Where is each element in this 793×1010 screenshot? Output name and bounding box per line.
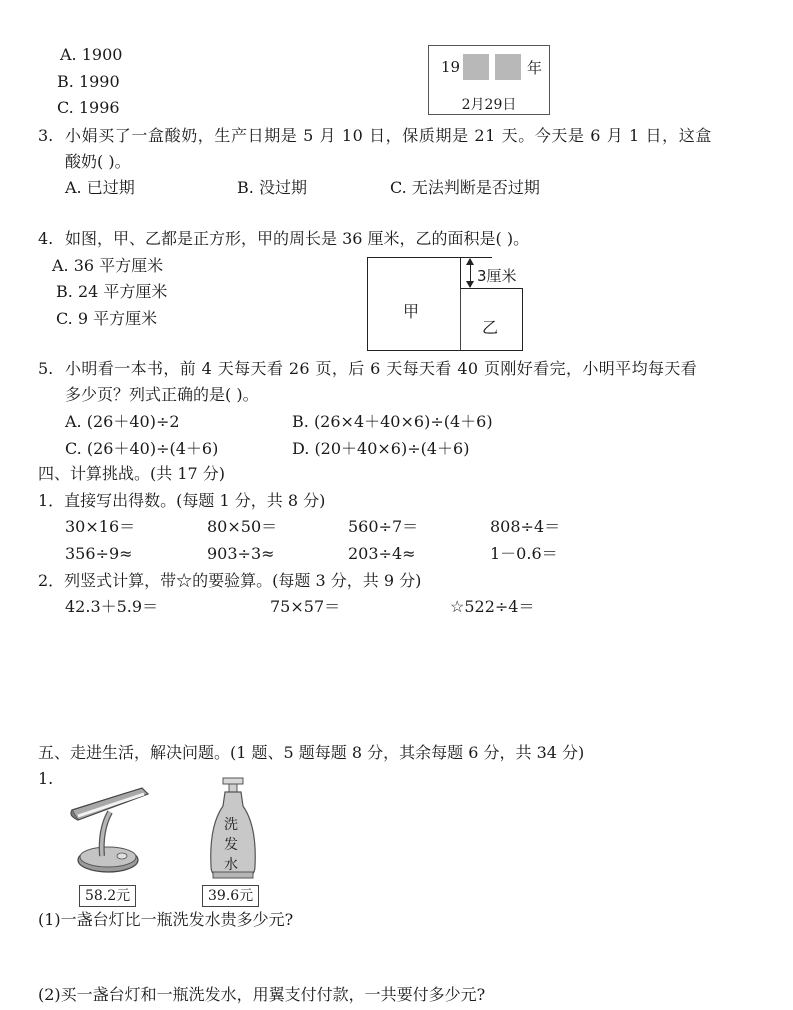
q5-option-d xyxy=(292,441,469,457)
dimension-reference-line xyxy=(460,257,492,258)
calc-item: 1－0.6＝ xyxy=(490,544,558,563)
calendar-date: 2月29日 xyxy=(461,97,517,113)
q3-text-line1: 小娟买了一盒酸奶，生产日期是 5 月 10 日，保质期是 21 天。今天是 6 月 1 日，这盒 xyxy=(65,126,712,145)
option-letter: B. xyxy=(237,178,254,197)
option-letter: B. xyxy=(57,72,74,91)
option-text: 24 平方厘米 xyxy=(77,282,168,301)
option-text: (26×4＋40×6)÷(4＋6) xyxy=(313,412,493,431)
option-text: (26＋40)÷2 xyxy=(86,412,180,431)
lamp-price-tag: 58.2元 xyxy=(79,885,136,907)
option-text: (20＋40×6)÷(4＋6) xyxy=(314,439,470,458)
calendar-blank-digit xyxy=(495,54,521,80)
q4-option-b xyxy=(56,284,167,300)
q3-number: 3. xyxy=(38,126,54,145)
vertical-calc-item: 42.3＋5.9＝ xyxy=(65,597,159,616)
arrow-head-down-icon xyxy=(466,281,474,288)
q4-option-c xyxy=(56,311,157,327)
q5-text-line1: 小明看一本书，前 4 天每天看 26 页，后 6 天每天看 40 页刚好看完，小明平均每天看 xyxy=(65,359,698,378)
q5-text-line2: 多少页？列式正确的是( )。 xyxy=(65,385,259,404)
q5-option-c xyxy=(65,441,218,457)
option-letter: C. xyxy=(56,309,73,328)
section5-q1-sub2: (2)买一盏台灯和一瓶洗发水，用翼支付付款，一共要付多少元? xyxy=(38,985,486,1004)
desk-lamp-icon xyxy=(62,780,162,880)
option-text: 已过期 xyxy=(86,178,135,197)
q5-number: 5. xyxy=(38,359,54,378)
calc-item: 560÷7＝ xyxy=(348,517,419,536)
square-jia-label: 甲 xyxy=(403,302,420,321)
bottle-label-char: 发 xyxy=(224,837,238,853)
section4-title: 四、计算挑战。(共 17 分) xyxy=(38,464,226,483)
bottle-label-char: 洗 xyxy=(224,817,238,833)
option-text: 1990 xyxy=(78,72,120,91)
calendar-year-suffix: 年 xyxy=(527,59,543,77)
bottle-label xyxy=(221,815,241,875)
option-text: 没过期 xyxy=(258,178,307,197)
shampoo-price-tag: 39.6元 xyxy=(202,885,259,907)
section5-title: 五、走进生活，解决问题。(1 题、5 题每题 8 分，其余每题 6 分，共 34 分) xyxy=(38,743,585,762)
calc-item: 203÷4≈ xyxy=(348,544,416,563)
calc-item: 808÷4＝ xyxy=(490,517,561,536)
dimension-label: 3厘米 xyxy=(477,267,517,285)
option-text: (26＋40)÷(4＋6) xyxy=(86,439,219,458)
calendar-blank-digit xyxy=(463,54,489,80)
q4-number: 4. xyxy=(38,229,54,248)
vertical-calc-item: ☆522÷4＝ xyxy=(450,597,535,616)
option-letter: D. xyxy=(292,439,310,458)
option-text: 无法判断是否过期 xyxy=(411,178,540,197)
option-letter: B. xyxy=(292,412,309,431)
section4-q2-title: 2．列竖式计算，带☆的要验算。(每题 3 分，共 9 分) xyxy=(38,571,422,590)
option-text: 36 平方厘米 xyxy=(73,256,164,275)
option-text: 9 平方厘米 xyxy=(77,309,158,328)
option-letter: B. xyxy=(56,282,73,301)
section5-q1-number: 1. xyxy=(38,769,54,788)
vertical-calc-item: 75×57＝ xyxy=(270,597,341,616)
option-letter: A. xyxy=(60,45,77,64)
squares-figure xyxy=(367,257,527,353)
q2-option-a xyxy=(60,47,122,63)
q3-option-c xyxy=(390,180,540,196)
q4-text: 如图，甲、乙都是正方形，甲的周长是 36 厘米，乙的面积是( )。 xyxy=(65,229,530,248)
calc-item: 903÷3≈ xyxy=(207,544,275,563)
q4-option-a xyxy=(52,258,163,274)
option-letter: C. xyxy=(65,439,82,458)
calendar-figure xyxy=(428,45,550,115)
option-letter: A. xyxy=(52,256,69,275)
option-letter: A. xyxy=(65,178,82,197)
bottle-label-char: 水 xyxy=(224,857,238,873)
q3-text-line2: 酸奶( )。 xyxy=(65,152,131,171)
q5-option-a xyxy=(65,414,180,430)
calc-item: 356÷9≈ xyxy=(65,544,133,563)
q2-option-c xyxy=(57,100,120,116)
arrow-head-up-icon xyxy=(466,258,474,265)
section5-q1-sub1: (1)一盏台灯比一瓶洗发水贵多少元? xyxy=(38,910,294,929)
q2-option-b xyxy=(57,74,120,90)
option-letter: C. xyxy=(57,98,74,117)
q5-option-b xyxy=(292,414,493,430)
option-text: 1996 xyxy=(78,98,120,117)
option-letter: C. xyxy=(390,178,407,197)
calc-item: 80×50＝ xyxy=(207,517,278,536)
calendar-year-prefix: 19 xyxy=(441,58,461,76)
q3-option-b xyxy=(237,180,307,196)
calc-item: 30×16＝ xyxy=(65,517,136,536)
option-letter: A. xyxy=(65,412,82,431)
q3-option-a xyxy=(65,180,135,196)
option-text: 1900 xyxy=(81,45,123,64)
square-yi-label: 乙 xyxy=(482,318,499,337)
section4-q1-title: 1．直接写出得数。(每题 1 分，共 8 分) xyxy=(38,491,326,510)
